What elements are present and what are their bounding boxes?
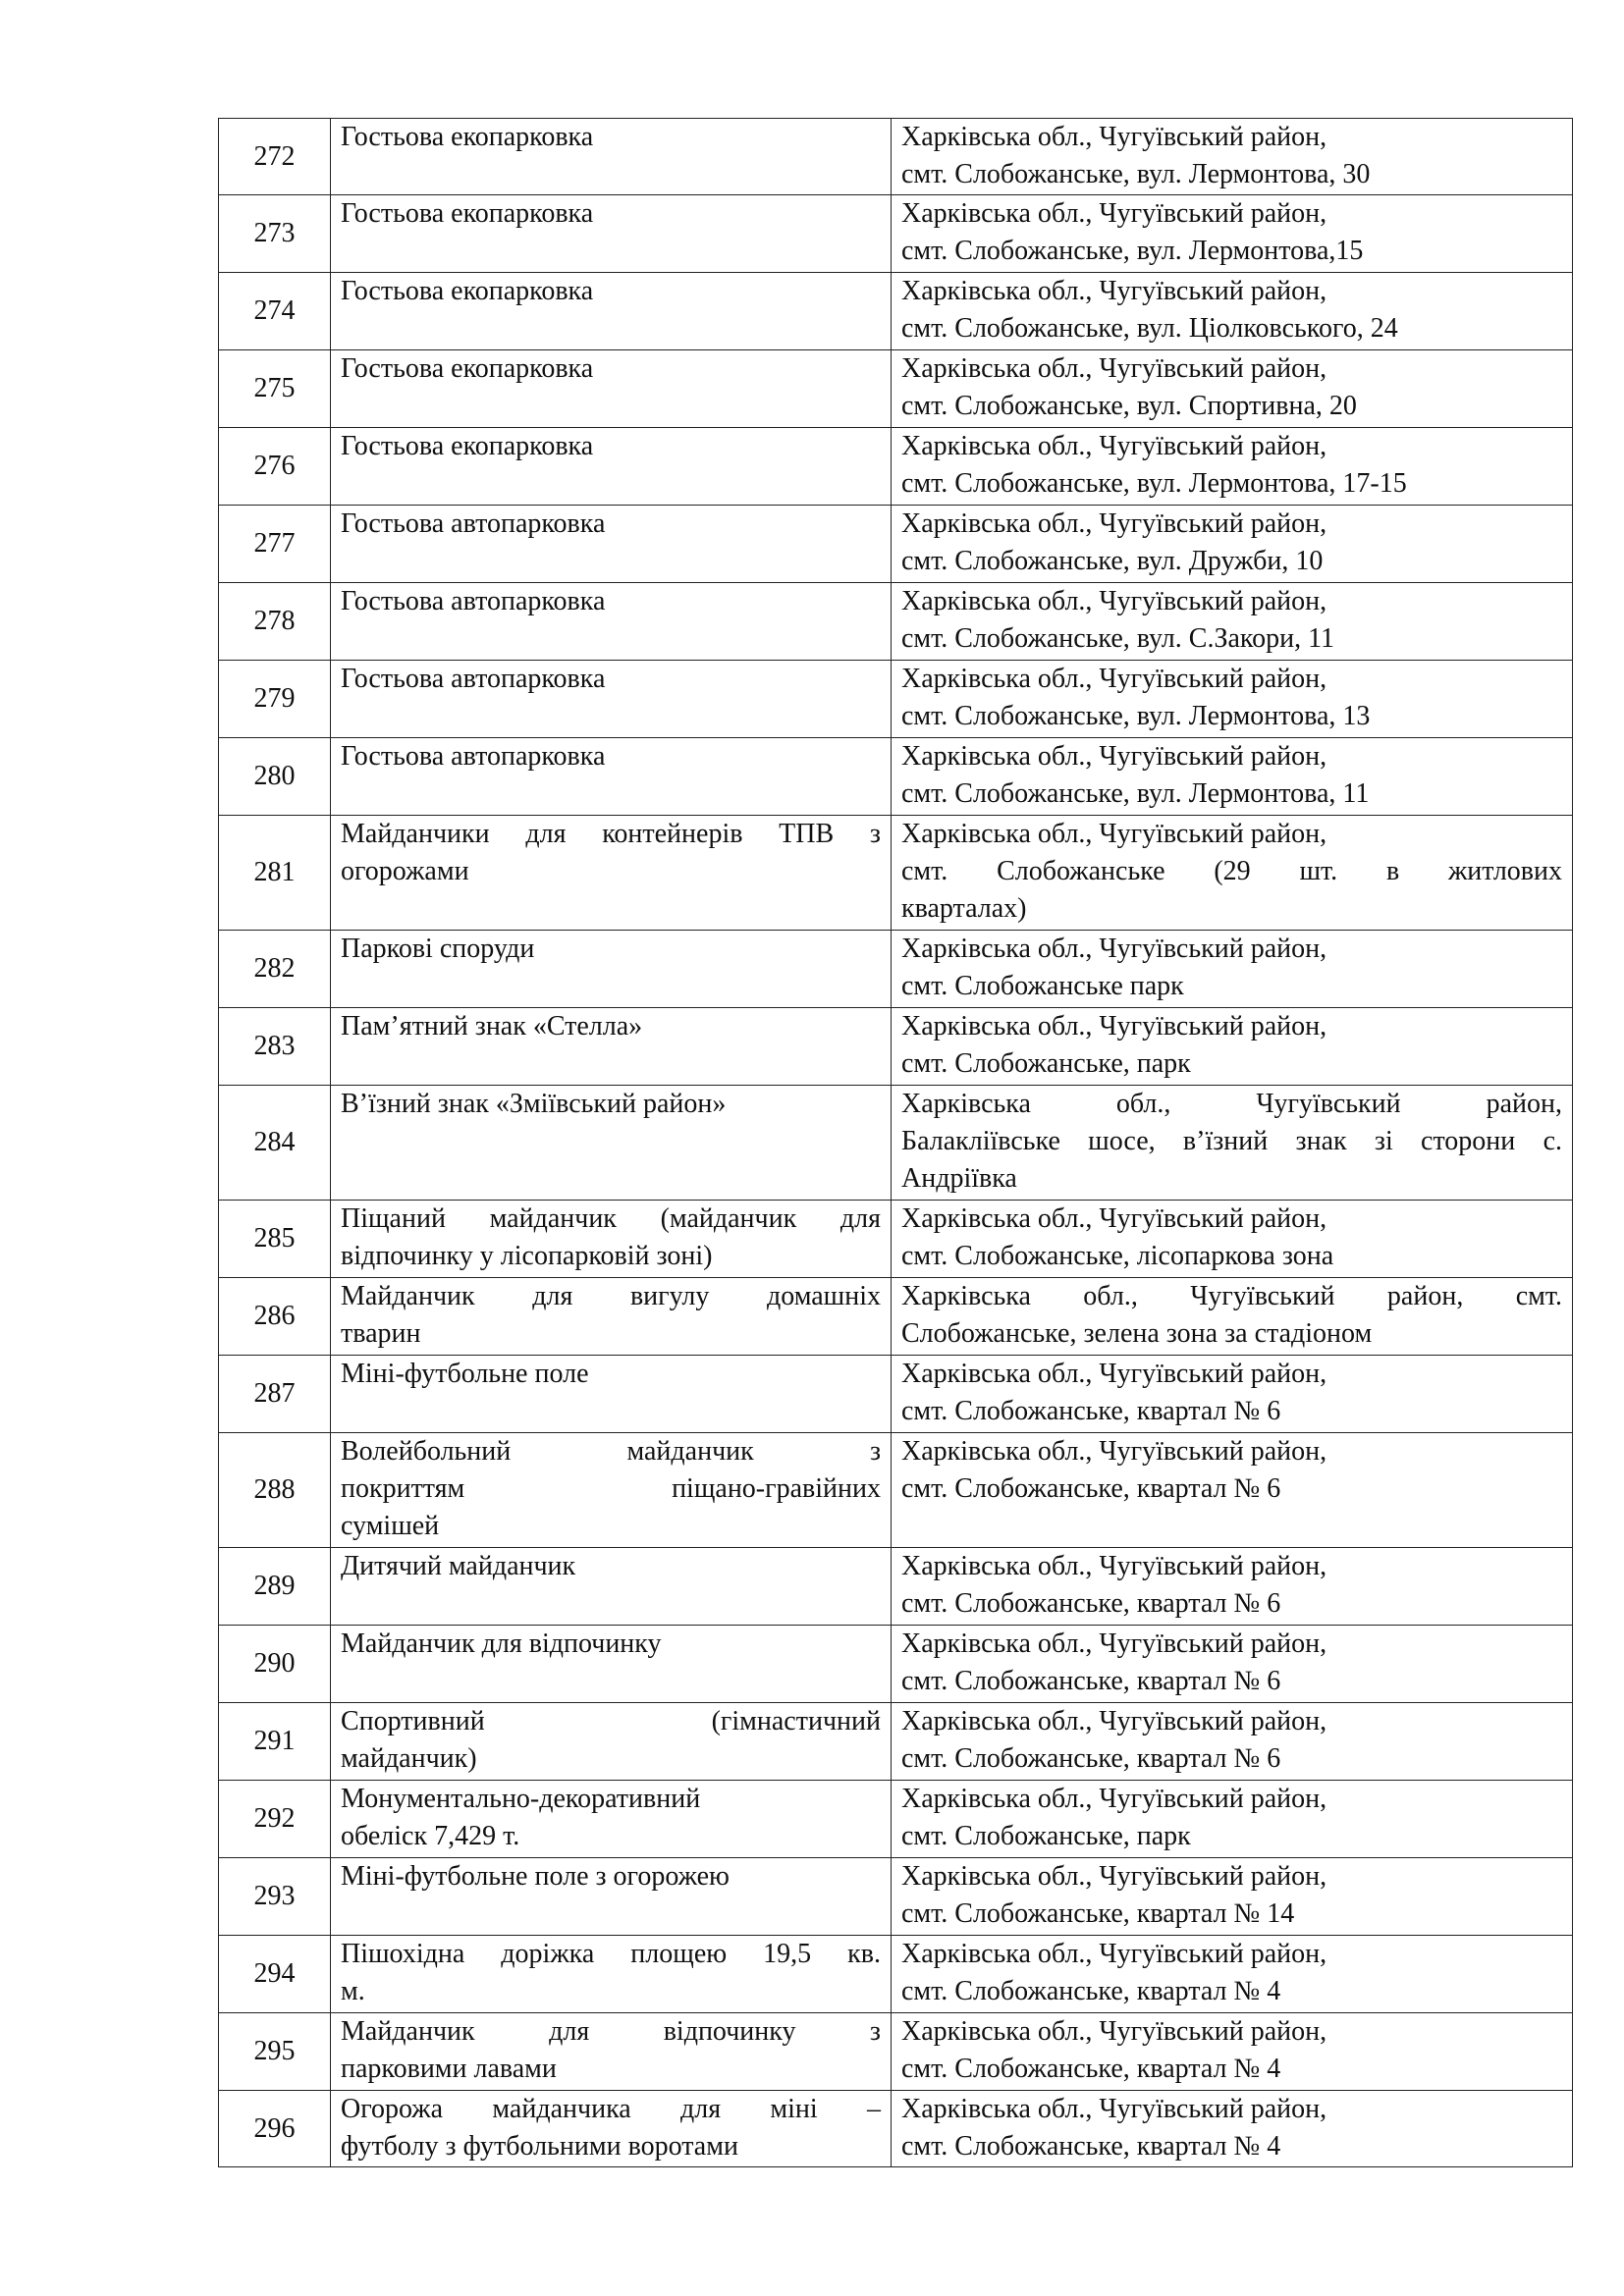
object-name-cell: [331, 2013, 892, 2091]
row-number: 291: [219, 1703, 331, 1781]
row-number: 284: [219, 1086, 331, 1201]
table-row: [219, 1936, 1573, 2013]
address-cell: [892, 1008, 1573, 1086]
object-name-line: парковими лавами: [341, 2054, 557, 2084]
object-name-line: Паркові споруди: [341, 934, 535, 964]
table-row: [219, 1433, 1573, 1548]
object-name-line: відпочинку у лісопарковій зоні): [341, 1241, 713, 1271]
row-number: 273: [219, 195, 331, 273]
table-row: [219, 931, 1573, 1008]
row-number: 294: [219, 1936, 331, 2013]
object-name-cell: [331, 1781, 892, 1858]
address-line: Харківська обл., Чугуївський район,: [901, 586, 1327, 616]
address-line: Харківська обл., Чугуївський район,: [901, 1939, 1327, 1969]
row-number: 282: [219, 931, 331, 1008]
table-row: [219, 1703, 1573, 1781]
object-name-line: Гостьова автопарковка: [341, 741, 606, 772]
row-number: 293: [219, 1858, 331, 1936]
address-line: Харківська обл., Чугуївський район,: [901, 276, 1327, 306]
address-line: Харківська обл., Чугуївський район,: [901, 2016, 1327, 2047]
table-row: [219, 1781, 1573, 1858]
address-line: Харківська обл., Чугуївський район,: [901, 1089, 1562, 1119]
object-name-line: покриттям піщано-гравійних: [341, 1473, 881, 1504]
address-cell: [892, 1086, 1573, 1201]
object-name-cell: [331, 583, 892, 661]
object-name-cell: [331, 1433, 892, 1548]
address-cell: [892, 1781, 1573, 1858]
address-cell: [892, 195, 1573, 273]
address-line: Харківська обл., Чугуївський район,: [901, 431, 1327, 461]
object-name-line: Гостьова автопарковка: [341, 586, 606, 616]
address-line: Харківська обл., Чугуївський район,: [901, 934, 1327, 964]
address-line: Харківська обл., Чугуївський район,: [901, 1436, 1327, 1467]
object-name-line: Піщаний майданчик (майданчик для: [341, 1203, 881, 1234]
row-number: 279: [219, 661, 331, 738]
address-line: смт. Слобожанське, квартал № 6: [901, 1588, 1281, 1619]
object-name-line: Гостьова автопарковка: [341, 664, 606, 694]
table-row: [219, 661, 1573, 738]
address-line: смт. Слобожанське, квартал № 4: [901, 2131, 1281, 2162]
address-line: смт. Слобожанське, вул. Лермонтова,15: [901, 236, 1364, 266]
address-cell: [892, 506, 1573, 583]
object-name-line: Майданчики для контейнерів ТПВ з: [341, 819, 881, 849]
row-number: 296: [219, 2091, 331, 2167]
address-cell: [892, 1626, 1573, 1703]
table-row: [219, 1356, 1573, 1433]
object-name-line: тварин: [341, 1318, 421, 1349]
address-line: Харківська обл., Чугуївський район,: [901, 1784, 1327, 1814]
object-name-cell: [331, 1201, 892, 1278]
address-line: смт. Слобожанське, квартал № 14: [901, 1898, 1295, 1929]
address-cell: [892, 931, 1573, 1008]
object-name-cell: [331, 1858, 892, 1936]
address-line: Харківська обл., Чугуївський район,: [901, 2094, 1327, 2124]
address-line: смт. Слобожанське, вул. Лермонтова, 17-15: [901, 468, 1407, 499]
address-line: смт. Слобожанське, квартал № 6: [901, 1743, 1281, 1774]
address-line: Харківська обл., Чугуївський район,: [901, 1359, 1327, 1389]
address-line: смт. Слобожанське, квартал № 4: [901, 1976, 1281, 2006]
table-row: [219, 273, 1573, 350]
address-line: смт. Слобожанське, вул. Спортивна, 20: [901, 391, 1357, 421]
row-number: 289: [219, 1548, 331, 1626]
address-line: Харківська обл., Чугуївський район,: [901, 1551, 1327, 1581]
address-line: Андріївка: [901, 1163, 1017, 1194]
registry-table: [218, 118, 1573, 2167]
object-name-cell: [331, 1008, 892, 1086]
row-number: 277: [219, 506, 331, 583]
address-line: Харківська обл., Чугуївський район,: [901, 741, 1327, 772]
address-line: Харківська обл., Чугуївський район,: [901, 353, 1327, 384]
address-line: Харківська обл., Чугуївський район,: [901, 1203, 1327, 1234]
row-number: 278: [219, 583, 331, 661]
table-row: [219, 1626, 1573, 1703]
object-name-cell: [331, 931, 892, 1008]
object-name-line: Пішохідна доріжка площею 19,5 кв.: [341, 1939, 881, 1969]
object-name-line: Майданчик для вигулу домашніх: [341, 1281, 881, 1311]
row-number: 290: [219, 1626, 331, 1703]
row-number: 274: [219, 273, 331, 350]
table-row: [219, 1201, 1573, 1278]
address-line: Балакліївське шосе, в’їзний знак зі сторони с.: [901, 1126, 1562, 1156]
object-name-cell: [331, 661, 892, 738]
address-line: смт. Слобожанське, квартал № 6: [901, 1666, 1281, 1696]
object-name-cell: [331, 506, 892, 583]
address-cell: [892, 1858, 1573, 1936]
address-line: Харківська обл., Чугуївський район, смт.: [901, 1281, 1562, 1311]
object-name-line: Гостьова екопарковка: [341, 198, 594, 229]
table-row: [219, 506, 1573, 583]
object-name-line: футболу з футбольними воротами: [341, 2131, 738, 2162]
table-row: [219, 816, 1573, 931]
address-line: Харківська обл., Чугуївський район,: [901, 1011, 1327, 1041]
row-number: 292: [219, 1781, 331, 1858]
object-name-cell: [331, 1356, 892, 1433]
row-number: 287: [219, 1356, 331, 1433]
address-line: Харківська обл., Чугуївський район,: [901, 508, 1327, 539]
row-number: 283: [219, 1008, 331, 1086]
address-cell: [892, 1936, 1573, 2013]
address-cell: [892, 2013, 1573, 2091]
address-line: смт. Слобожанське, квартал № 6: [901, 1396, 1281, 1426]
table-row: [219, 195, 1573, 273]
table-body: [219, 119, 1573, 2167]
address-line: Харківська обл., Чугуївський район,: [901, 1629, 1327, 1659]
object-name-cell: [331, 738, 892, 816]
object-name-cell: [331, 1548, 892, 1626]
table-row: [219, 1008, 1573, 1086]
object-name-line: Гостьова екопарковка: [341, 122, 594, 152]
address-cell: [892, 661, 1573, 738]
object-name-line: Пам’ятний знак «Стелла»: [341, 1011, 643, 1041]
object-name-line: Гостьова екопарковка: [341, 431, 594, 461]
address-cell: [892, 350, 1573, 428]
address-line: Харківська обл., Чугуївський район,: [901, 664, 1327, 694]
table-row: [219, 428, 1573, 506]
address-line: смт. Слобожанське, квартал № 4: [901, 2054, 1281, 2084]
object-name-line: Волейбольний майданчик з: [341, 1436, 881, 1467]
object-name-line: Дитячий майданчик: [341, 1551, 576, 1581]
object-name-cell: [331, 1626, 892, 1703]
table-row: [219, 583, 1573, 661]
object-name-cell: [331, 350, 892, 428]
address-line: Харківська обл., Чугуївський район,: [901, 1706, 1327, 1736]
object-name-line: В’їзний знак «Зміївський район»: [341, 1089, 727, 1119]
object-name-cell: [331, 2091, 892, 2167]
address-line: кварталах): [901, 893, 1027, 924]
row-number: 275: [219, 350, 331, 428]
address-line: смт. Слобожанське, квартал № 6: [901, 1473, 1281, 1504]
address-line: смт. Слобожанське, парк: [901, 1048, 1191, 1079]
address-line: смт. Слобожанське, вул. Дружби, 10: [901, 546, 1324, 576]
address-line: смт. Слобожанське парк: [901, 971, 1184, 1001]
address-cell: [892, 583, 1573, 661]
address-line: Харківська обл., Чугуївський район,: [901, 198, 1327, 229]
object-name-line: Гостьова екопарковка: [341, 276, 594, 306]
address-cell: [892, 273, 1573, 350]
object-name-line: м.: [341, 1976, 365, 2006]
address-line: смт. Слобожанське, вул. Лермонтова, 30: [901, 159, 1371, 189]
address-line: Слобожанське, зелена зона за стадіоном: [901, 1318, 1373, 1349]
address-cell: [892, 119, 1573, 195]
object-name-line: сумішей: [341, 1511, 440, 1541]
table-row: [219, 350, 1573, 428]
object-name-cell: [331, 1936, 892, 2013]
row-number: 295: [219, 2013, 331, 2091]
object-name-line: Монументально-декоративний: [341, 1784, 701, 1814]
address-cell: [892, 1548, 1573, 1626]
address-cell: [892, 1201, 1573, 1278]
address-cell: [892, 428, 1573, 506]
address-line: Харківська обл., Чугуївський район,: [901, 819, 1327, 849]
object-name-cell: [331, 1278, 892, 1356]
object-name-line: Огорожа майданчика для міні –: [341, 2094, 881, 2124]
address-cell: [892, 1356, 1573, 1433]
row-number: 281: [219, 816, 331, 931]
address-line: смт. Слобожанське, вул. Лермонтова, 13: [901, 701, 1371, 731]
object-name-line: Міні-футбольне поле з огорожею: [341, 1861, 730, 1892]
object-name-line: майданчик): [341, 1743, 477, 1774]
address-cell: [892, 1433, 1573, 1548]
address-line: смт. Слобожанське (29 шт. в житлових: [901, 856, 1562, 886]
row-number: 286: [219, 1278, 331, 1356]
object-name-cell: [331, 195, 892, 273]
table-row: [219, 1858, 1573, 1936]
object-name-cell: [331, 273, 892, 350]
address-line: смт. Слобожанське, вул. Ціолковського, 24: [901, 313, 1398, 344]
object-name-line: Майданчик для відпочинку: [341, 1629, 662, 1659]
table-row: [219, 1548, 1573, 1626]
address-line: смт. Слобожанське, вул. С.Закори, 11: [901, 623, 1335, 654]
object-name-cell: [331, 428, 892, 506]
table-row: [219, 2013, 1573, 2091]
table-row: [219, 738, 1573, 816]
table-row: [219, 2091, 1573, 2167]
address-line: смт. Слобожанське, лісопаркова зона: [901, 1241, 1334, 1271]
table-row: [219, 119, 1573, 195]
object-name-line: обеліск 7,429 т.: [341, 1821, 520, 1851]
address-cell: [892, 738, 1573, 816]
table-row: [219, 1086, 1573, 1201]
object-name-cell: [331, 1086, 892, 1201]
object-name-line: Майданчик для відпочинку з: [341, 2016, 881, 2047]
table-row: [219, 1278, 1573, 1356]
object-name-cell: [331, 816, 892, 931]
address-line: смт. Слобожанське, парк: [901, 1821, 1191, 1851]
address-cell: [892, 816, 1573, 931]
address-cell: [892, 1703, 1573, 1781]
object-name-line: огорожами: [341, 856, 469, 886]
address-line: смт. Слобожанське, вул. Лермонтова, 11: [901, 778, 1370, 809]
address-cell: [892, 1278, 1573, 1356]
object-name-line: Спортивний (гімнастичний: [341, 1706, 881, 1736]
address-line: Харківська обл., Чугуївський район,: [901, 122, 1327, 152]
address-cell: [892, 2091, 1573, 2167]
row-number: 280: [219, 738, 331, 816]
object-name-cell: [331, 1703, 892, 1781]
address-line: Харківська обл., Чугуївський район,: [901, 1861, 1327, 1892]
row-number: 276: [219, 428, 331, 506]
object-name-cell: [331, 119, 892, 195]
object-name-line: Міні-футбольне поле: [341, 1359, 589, 1389]
object-name-line: Гостьова автопарковка: [341, 508, 606, 539]
object-name-line: Гостьова екопарковка: [341, 353, 594, 384]
row-number: 288: [219, 1433, 331, 1548]
row-number: 272: [219, 119, 331, 195]
row-number: 285: [219, 1201, 331, 1278]
